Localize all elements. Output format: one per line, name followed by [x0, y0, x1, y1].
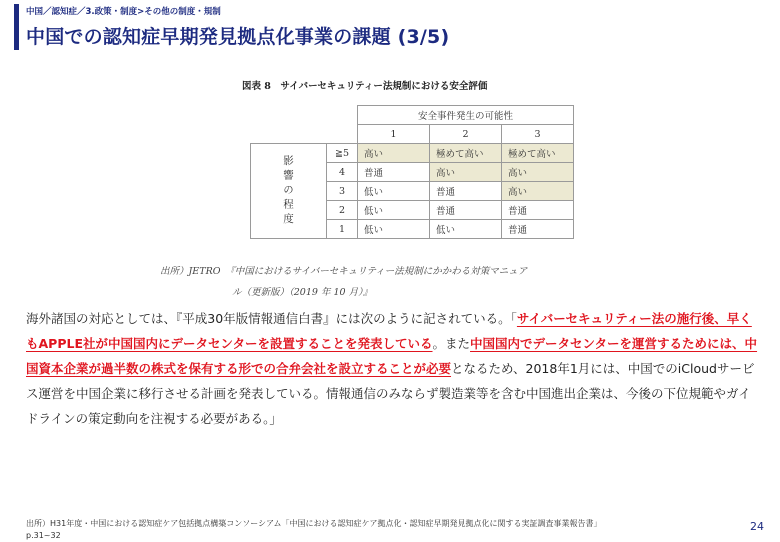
body-paragraph: [26, 306, 762, 431]
table-cell: 高い: [358, 144, 430, 163]
table-cell: 普通: [502, 220, 574, 239]
body-text-segment: 海外諸国の対応としては、『平成30年版情報通信白書』には次のように記されている。「: [26, 311, 517, 326]
table-cell: 低い: [430, 220, 502, 239]
table-cell: 普通: [430, 201, 502, 220]
severity-label: 1: [327, 220, 358, 239]
emphasis-text: サイバーセキュリティー法の施行後、早くもAPPLE社が中国国内にデータセンターを設置することを発表している: [26, 311, 752, 351]
emphasis-text: 中国国内でデータセンターを運営するためには、中国資本企業が過半数の株式を保有する形での合弁会社を設立することが必要: [26, 336, 758, 376]
figure-source-line-2: ル（更新版）（2019 年 10 月）』: [232, 287, 373, 298]
footer-source: [26, 518, 726, 542]
table-cell: 普通: [502, 201, 574, 220]
body-text-segment: 。また: [432, 336, 471, 351]
severity-label: 4: [327, 163, 358, 182]
title-accent-bar: [14, 4, 19, 50]
table-cell: 高い: [430, 163, 502, 182]
table-cell: 普通: [430, 182, 502, 201]
table-corner: [251, 106, 358, 125]
col-header: 1: [358, 125, 430, 144]
severity-label: 2: [327, 201, 358, 220]
figure-source-line-1: 出所）JETRO 『中国におけるサイバーセキュリティー法規制にかかわる対策マニュア: [160, 266, 528, 277]
severity-label: 3: [327, 182, 358, 201]
table-cell: 低い: [358, 220, 430, 239]
page-number: 24: [750, 520, 764, 533]
table-cell: 高い: [502, 182, 574, 201]
col-group-header: 安全事件発生の可能性: [358, 106, 574, 125]
severity-label: ≧5: [327, 144, 358, 163]
col-header: 3: [502, 125, 574, 144]
table-corner: [251, 125, 358, 144]
body-text-segment: となるため、2018年1月には、中国でのiCloudサービス運営を中国企業に移行させる計画を発表している。情報通信のみならず製造業等を含む中国進出企業は、今後の下位規範やガイドラインの策定動向を注視する必要がある。」: [26, 361, 755, 426]
table-cell: 極めて高い: [502, 144, 574, 163]
page-title: 中国での認知症早期発見拠点化事業の課題 (3/5): [26, 26, 450, 48]
row-group-header: 影響の程度: [251, 144, 327, 239]
safety-evaluation-table: [250, 105, 574, 239]
figure-title: 図表 8 サイバーセキュリティー法規制における安全評価: [242, 81, 488, 92]
table-cell: 高い: [502, 163, 574, 182]
table-cell: 極めて高い: [430, 144, 502, 163]
table-cell: 低い: [358, 201, 430, 220]
col-header: 2: [430, 125, 502, 144]
table-cell: 低い: [358, 182, 430, 201]
table-cell: 普通: [358, 163, 430, 182]
breadcrumb: 中国／認知症／3.政策・制度>その他の制度・規制: [26, 7, 221, 17]
footer-source-pages: p.31~32: [26, 531, 61, 540]
footer-source-text: 出所）H31年度・中国における認知症ケア包括拠点構築コンソーシアム「中国における認知症ケア拠点化・認知症早期発見拠点化に関する実証調査事業報告書」: [26, 519, 602, 528]
table-row: [251, 144, 574, 163]
